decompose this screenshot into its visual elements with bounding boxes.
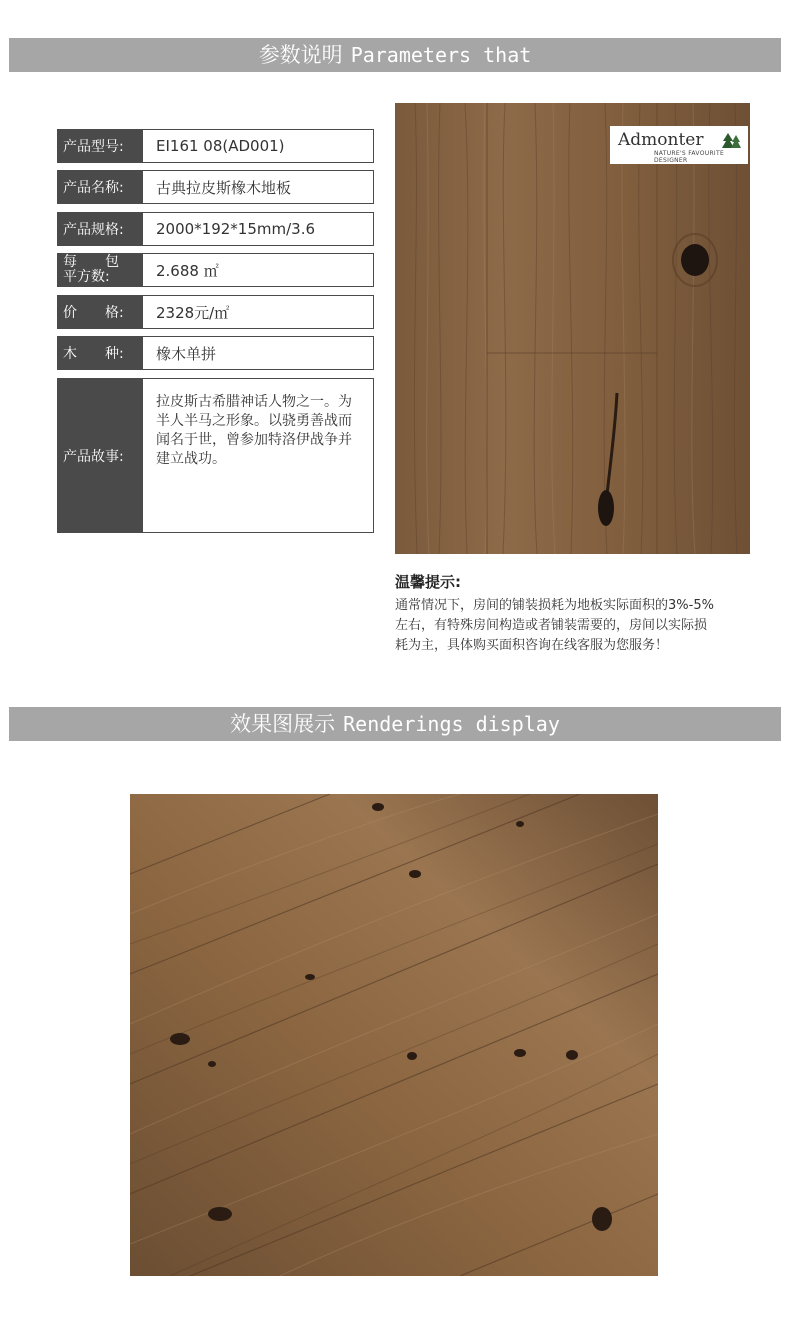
spec-value: 拉皮斯古希腊神话人物之一。为半人半马之形象。以骁勇善战而闻名于世，曾参加特洛伊战争并建立战功。 <box>143 378 374 533</box>
spec-value: EI161 08(AD001) <box>143 129 374 163</box>
spec-value: 橡木单拼 <box>143 336 374 370</box>
spec-row-size <box>57 212 374 246</box>
wood-sample-graphic <box>395 103 750 554</box>
spec-label <box>57 253 143 287</box>
spec-label-line: 平方数: <box>63 269 110 285</box>
tip-body: 通常情况下，房间的铺装损耗为地板实际面积的3%-5%左右，有特殊房间构造或者铺装需要的，房间以实际损耗为主，具体购买面积咨询在线客服为您服务！ <box>395 598 714 653</box>
spec-label: 产品型号: <box>57 129 143 163</box>
spec-value: 2328元/㎡ <box>143 295 374 329</box>
spec-row-per-pack <box>57 253 374 287</box>
brand-name: Admonter <box>618 130 704 150</box>
renderings-title-cn: 效果图展示 <box>230 712 336 736</box>
parameters-title-cn: 参数说明 <box>258 43 343 67</box>
spec-label-line: 每 包 <box>63 254 119 270</box>
renderings-title-en: Renderings display <box>343 712 560 736</box>
parameters-banner <box>9 38 781 72</box>
spec-value: 2.688 ㎡ <box>143 253 374 287</box>
brand-tagline: NATURE'S FAVOURITE DESIGNER <box>654 150 725 164</box>
spec-label: 产品规格: <box>57 212 143 246</box>
spec-label: 价 格: <box>57 295 143 329</box>
brand-logo <box>610 126 748 164</box>
spec-row-wood <box>57 336 374 370</box>
spec-row-story <box>57 378 374 533</box>
spec-label: 产品名称: <box>57 170 143 204</box>
wood-sample-image <box>395 103 750 554</box>
spec-label: 产品故事: <box>57 378 143 533</box>
spec-row-name <box>57 170 374 204</box>
warm-tip <box>395 571 715 656</box>
spec-value: 古典拉皮斯橡木地板 <box>143 170 374 204</box>
floor-rendering-image <box>130 794 658 1276</box>
tip-title: 温馨提示: <box>395 573 461 591</box>
spec-row-model <box>57 129 374 163</box>
tree-icon <box>722 131 742 151</box>
spec-label: 木 种: <box>57 336 143 370</box>
renderings-banner <box>9 707 781 741</box>
parameters-title-en: Parameters that <box>350 43 532 67</box>
spec-row-price <box>57 295 374 329</box>
floor-rendering-graphic <box>130 794 658 1276</box>
spec-value: 2000*192*15mm/3.6 <box>143 212 374 246</box>
